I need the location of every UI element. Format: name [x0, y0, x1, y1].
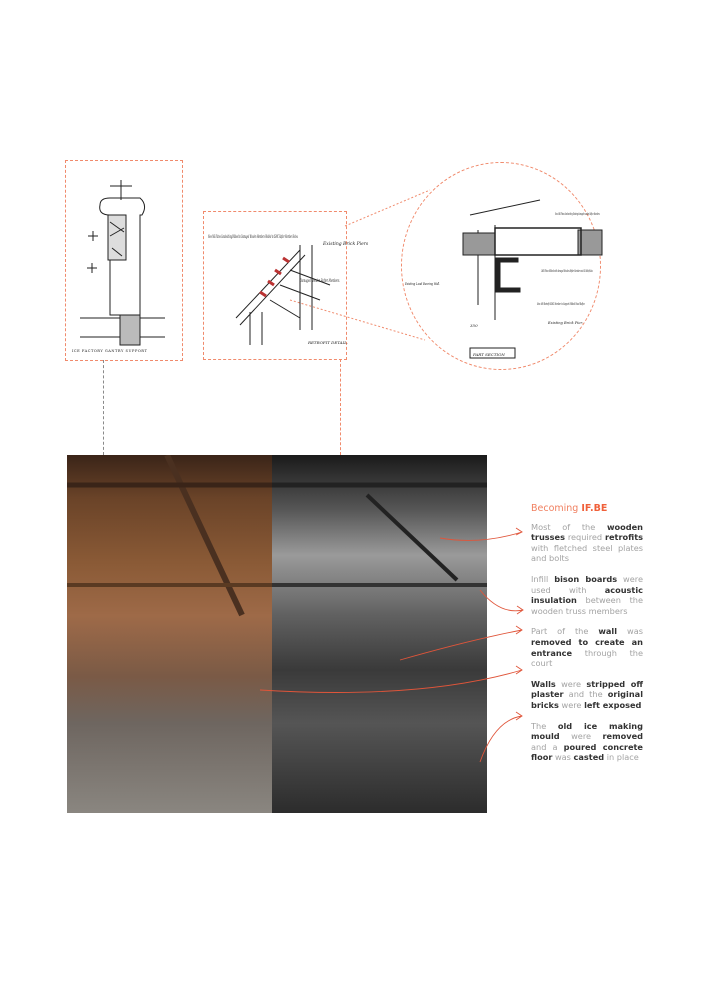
emphasis-text: poured concrete floor [531, 741, 643, 763]
retrofit-note-paragraph [531, 679, 643, 711]
body-text: was [617, 626, 643, 637]
retrofit-caption: RETROFIT DETAIL. [308, 340, 349, 345]
section-dimension: 350 [470, 323, 478, 328]
title-prefix: Becoming [531, 503, 582, 514]
body-text: were used with [531, 573, 643, 595]
retrofit-note-paragraph [531, 522, 643, 564]
retrofit-note-3: Damaged wooden Rafter Members. [300, 279, 382, 284]
retrofit-truss-sketch [236, 245, 330, 345]
body-text: and the [563, 689, 608, 700]
gantry-caption: ICE FACTORY GANTRY SUPPORT [72, 349, 148, 353]
body-text: was [552, 752, 574, 763]
before-after-photo [67, 455, 487, 813]
body-text: with fletched steel plates and bolts [531, 542, 643, 564]
section-note-2: 2MS Plates Nibbed with damaged Wooden Rafter Members via SS Bolts/Nuts. [540, 269, 593, 273]
body-text: were [559, 731, 603, 742]
body-text: between the wooden truss members [531, 595, 643, 616]
gantry-column-sketch [80, 180, 165, 345]
retrofit-note-paragraph [531, 626, 643, 668]
emphasis-text: removed [602, 731, 643, 742]
section-note-4: New MS-Retrofit ISMC Member to Support Nibbed Wood Rafter. [536, 302, 585, 306]
body-text: Infill [531, 573, 555, 584]
body-text: and a [531, 741, 564, 752]
section-note-5: Existing Brick Pier. [548, 321, 583, 325]
emphasis-text: original bricks [531, 689, 643, 710]
body-text: Most of the [531, 521, 607, 532]
emphasis-text: acoustic insulation [531, 584, 643, 606]
emphasis-text: wall [598, 626, 618, 637]
body-text: were [558, 699, 585, 710]
body-text: in place [604, 752, 639, 763]
retrofit-note-2: Existing Brick Piers [323, 242, 369, 247]
panel-title [531, 504, 643, 515]
becoming-ifbe-panel [531, 504, 643, 773]
body-text: required [564, 532, 605, 543]
body-text: were [555, 678, 587, 689]
section-caption: PART SECTION [473, 352, 505, 357]
body-text: Part of the [531, 626, 599, 637]
emphasis-text: stripped off plaster [531, 678, 643, 700]
section-note-1: New MS Plates Sandwiching Existing damaged wooden Rafter Members. [554, 212, 600, 216]
title-brand: IF.BE [581, 503, 608, 514]
retrofit-note-1: New MS Plates Sandwiching/Nibbed to Damaged Wooden Members Welded to ISMC Rafter Member Below. [208, 235, 456, 240]
emphasis-text: casted [573, 752, 605, 763]
section-note-3: Existing Load Bearing Wall. [404, 282, 440, 286]
emphasis-text: bison boards [554, 573, 618, 584]
emphasis-text: left exposed [584, 699, 642, 710]
part-section-sketch [463, 200, 602, 358]
emphasis-text: retrofits [604, 532, 643, 543]
retrofit-note-paragraph [531, 721, 643, 763]
truss-lines [67, 455, 487, 813]
body-text: through the court [531, 647, 643, 669]
emphasis-text: old ice making mould [531, 720, 643, 742]
emphasis-text: wooden trusses [531, 521, 643, 543]
body-text: The [531, 720, 558, 731]
emphasis-text: Walls [531, 678, 556, 689]
retrofit-note-paragraph [531, 574, 643, 616]
emphasis-text: removed to create an entrance [531, 636, 643, 658]
